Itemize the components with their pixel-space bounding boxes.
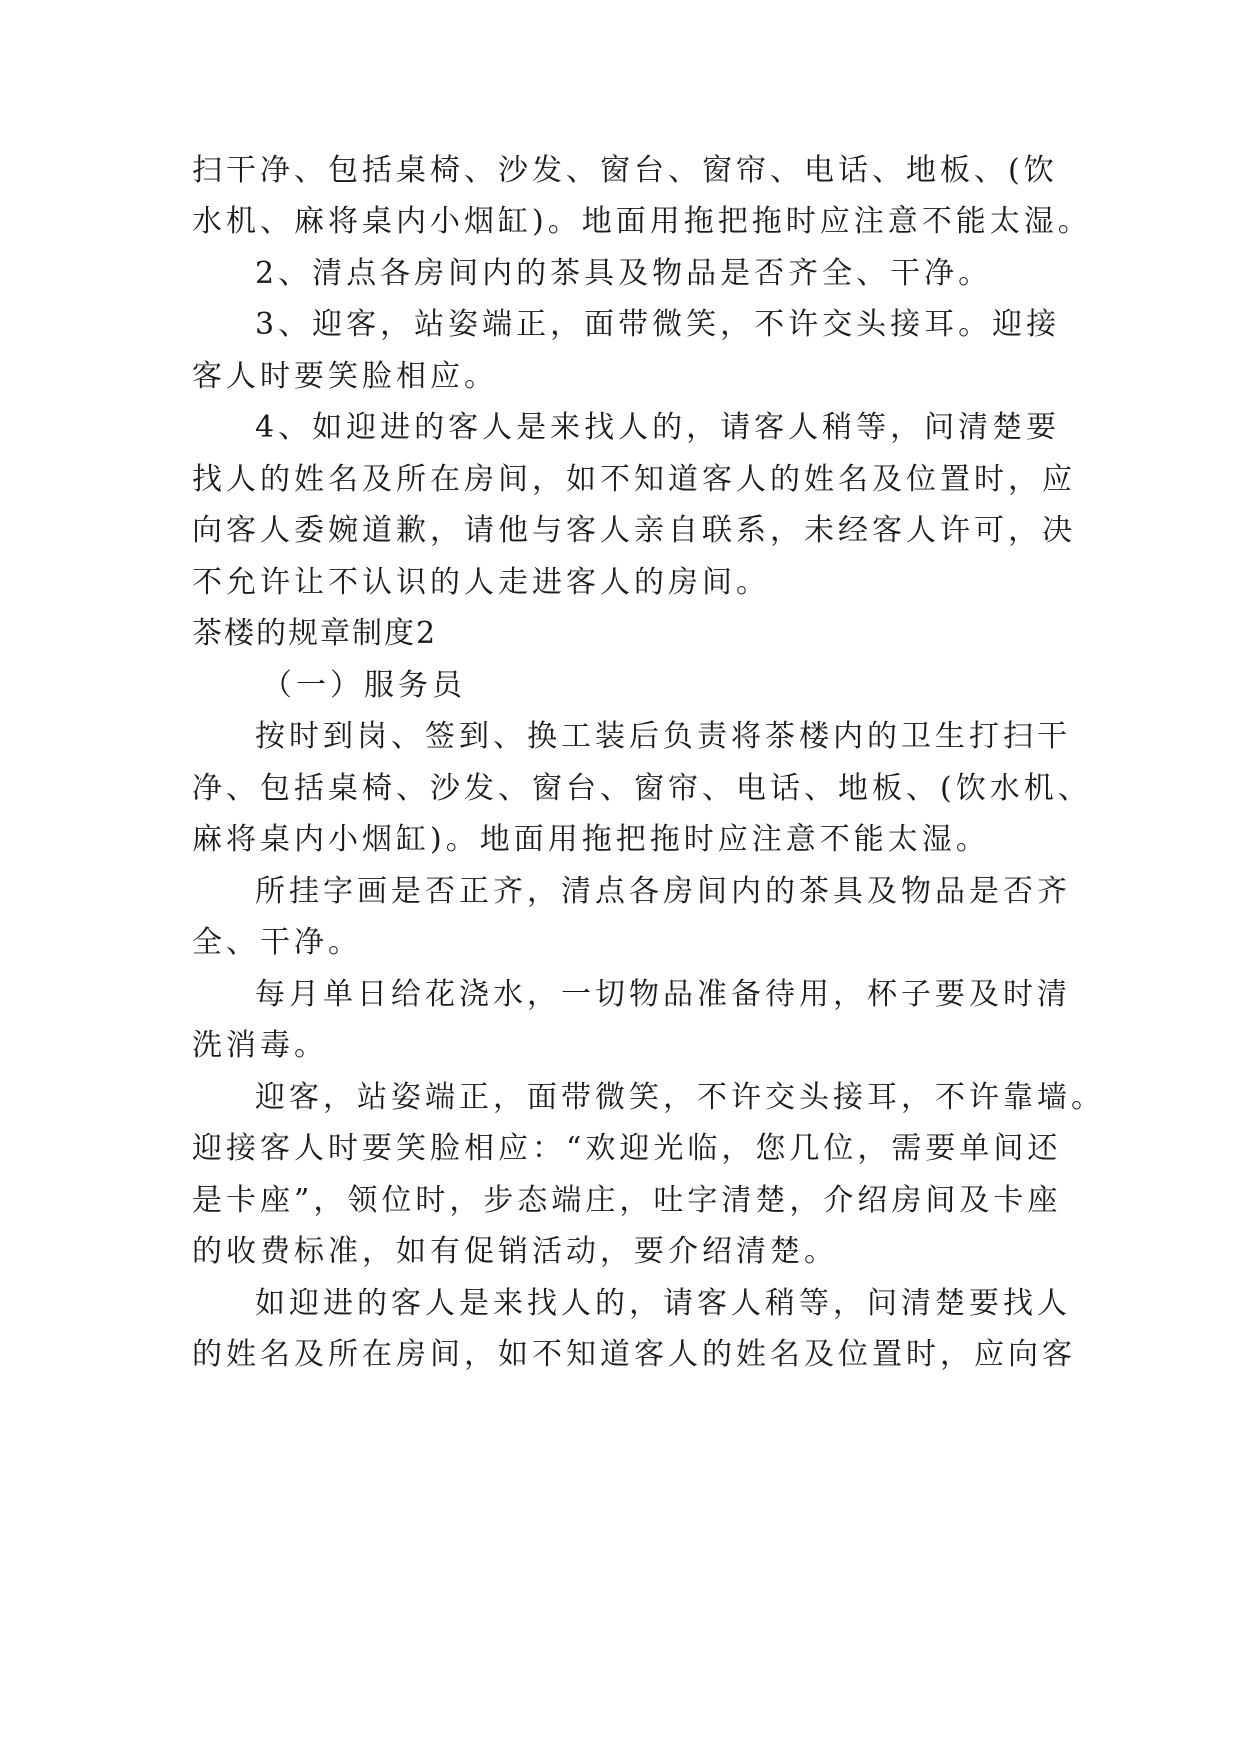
text-line: 2、清点各房间内的茶具及物品是否齐全、干净。 xyxy=(255,256,993,291)
subsection-heading: （一）服务员 xyxy=(262,668,466,703)
text-line: 向客人委婉道歉，请他与客人亲自联系，未经客人许可，决 xyxy=(192,513,1076,548)
text-line: 迎接客人时要笑脸相应：“欢迎光临，您几位，需要单间还 xyxy=(192,1131,1062,1166)
text-line: 的收费标准，如有促销活动，要介绍清楚。 xyxy=(192,1234,838,1269)
text-line: 洗消毒。 xyxy=(192,1028,328,1063)
text-line: 全、干净。 xyxy=(192,925,362,960)
text-line: 找人的姓名及所在房间，如不知道客人的姓名及位置时，应 xyxy=(192,462,1076,497)
text-line: 按时到岗、签到、换工装后负责将茶楼内的卫生打扫干 xyxy=(255,719,1071,754)
text-line: 4、如迎进的客人是来找人的，请客人稍等，问清楚要 xyxy=(255,410,1061,445)
text-line: 所挂字画是否正齐，清点各房间内的茶具及物品是否齐 xyxy=(255,874,1071,909)
section-heading: 茶楼的规章制度2 xyxy=(192,616,438,651)
text-line: 迎客，站姿端正，面带微笑，不许交头接耳，不许靠墙。 xyxy=(255,1080,1105,1115)
text-line: 水机、麻将桌内小烟缸)。地面用拖把拖时应注意不能太湿。 xyxy=(192,204,1092,239)
text-line: 客人时要笑脸相应。 xyxy=(192,359,498,394)
text-line: 的姓名及所在房间，如不知道客人的姓名及位置时，应向客 xyxy=(192,1337,1076,1372)
text-line: 不允许让不认识的人走进客人的房间。 xyxy=(192,565,770,600)
text-line: 3、迎客，站姿端正，面带微笑，不许交头接耳。迎接 xyxy=(255,307,1061,342)
text-line: 扫干净、包括桌椅、沙发、窗台、窗帘、电话、地板、(饮 xyxy=(192,153,1058,188)
text-line: 麻将桌内小烟缸)。地面用拖把拖时应注意不能太湿。 xyxy=(192,822,990,857)
text-line: 如迎进的客人是来找人的，请客人稍等，问清楚要找人 xyxy=(255,1286,1071,1321)
text-line: 净、包括桌椅、沙发、窗台、窗帘、电话、地板、(饮水机、 xyxy=(192,771,1092,806)
text-line: 每月单日给花浇水，一切物品准备待用，杯子要及时清 xyxy=(255,977,1071,1012)
text-line: 是卡座”，领位时，步态端庄，吐字清楚，介绍房间及卡座 xyxy=(192,1183,1062,1218)
